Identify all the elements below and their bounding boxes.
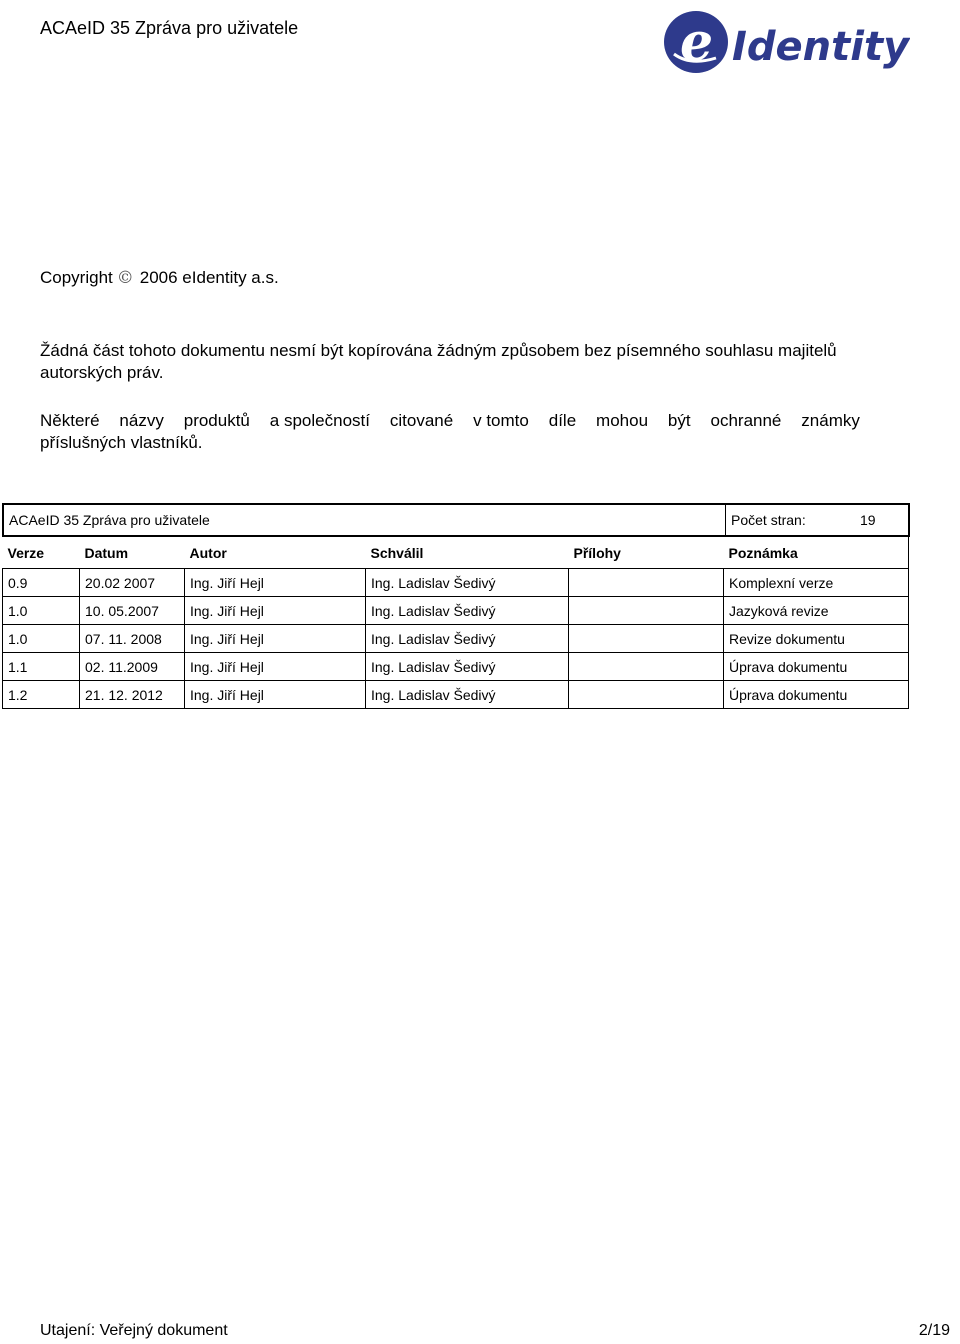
classification-footer: Utajení: Veřejný dokument bbox=[40, 1322, 228, 1339]
trademark-word: známky bbox=[801, 411, 860, 430]
table-cell bbox=[569, 681, 724, 709]
table-cell: Ing. Jiří Hejl bbox=[185, 625, 366, 653]
table-header-row bbox=[3, 537, 909, 569]
table-cell: Úprava dokumentu bbox=[724, 653, 909, 681]
copyright-prefix: Copyright bbox=[40, 268, 113, 287]
copyright-line bbox=[40, 268, 279, 288]
table-cell: Ing. Ladislav Šedivý bbox=[366, 681, 569, 709]
table-cell: 10. 05.2007 bbox=[80, 597, 185, 625]
table-cell: Ing. Ladislav Šedivý bbox=[366, 597, 569, 625]
trademark-paragraph bbox=[40, 410, 860, 454]
trademark-word: Některé bbox=[40, 411, 100, 430]
table-cell: 1.2 bbox=[3, 681, 80, 709]
eidentity-logo bbox=[660, 4, 910, 76]
table-title-row bbox=[2, 503, 910, 537]
trademark-word: citované bbox=[389, 411, 454, 430]
trademark-word: produktů bbox=[183, 411, 250, 430]
copy-restriction-paragraph: Žádná část tohoto dokumentu nesmí být kopírována žádným způsobem bez písemného souhlasu majitelů autorských práv. bbox=[40, 341, 837, 382]
column-header: Verze bbox=[3, 537, 80, 569]
table-cell: 07. 11. 2008 bbox=[80, 625, 185, 653]
history-table bbox=[2, 537, 909, 709]
table-cell: 1.0 bbox=[3, 597, 80, 625]
table-cell: Ing. Jiří Hejl bbox=[185, 653, 366, 681]
table-row bbox=[3, 653, 909, 681]
table-cell: 21. 12. 2012 bbox=[80, 681, 185, 709]
document-history-table bbox=[2, 503, 908, 709]
column-header: Schválil bbox=[366, 537, 569, 569]
table-row bbox=[3, 597, 909, 625]
table-cell: 02. 11.2009 bbox=[80, 653, 185, 681]
trademark-word: názvy bbox=[119, 411, 164, 430]
column-header: Datum bbox=[80, 537, 185, 569]
table-cell bbox=[569, 625, 724, 653]
svg-text:Identity: Identity bbox=[732, 24, 910, 70]
table-cell: 1.0 bbox=[3, 625, 80, 653]
copyright-text: 2006 eIdentity a.s. bbox=[139, 268, 279, 287]
table-cell bbox=[569, 569, 724, 597]
table-cell: Úprava dokumentu bbox=[724, 681, 909, 709]
column-header: Poznámka bbox=[724, 537, 909, 569]
copyright-symbol: © bbox=[116, 268, 134, 288]
trademark-word: díle bbox=[548, 411, 577, 430]
column-header: Autor bbox=[185, 537, 366, 569]
trademark-word: být bbox=[667, 411, 691, 430]
table-cell bbox=[569, 653, 724, 681]
table-row bbox=[3, 625, 909, 653]
table-cell: 0.9 bbox=[3, 569, 80, 597]
table-cell: Komplexní verze bbox=[724, 569, 909, 597]
column-header: Přílohy bbox=[569, 537, 724, 569]
document-header-title: ACAeID 35 Zpráva pro uživatele bbox=[40, 18, 299, 38]
page-count-value: 19 bbox=[860, 512, 876, 528]
trademark-paragraph-line1 bbox=[40, 410, 860, 432]
table-cell: Ing. Jiří Hejl bbox=[185, 569, 366, 597]
table-document-title: ACAeID 35 Zpráva pro uživatele bbox=[9, 512, 210, 528]
table-cell: 20.02 2007 bbox=[80, 569, 185, 597]
table-cell: Revize dokumentu bbox=[724, 625, 909, 653]
table-row bbox=[3, 681, 909, 709]
table-cell: Ing. Jiří Hejl bbox=[185, 681, 366, 709]
page-number: 2/19 bbox=[918, 1322, 950, 1339]
trademark-word: mohou bbox=[596, 411, 649, 430]
table-cell: Ing. Jiří Hejl bbox=[185, 597, 366, 625]
table-cell: 1.1 bbox=[3, 653, 80, 681]
table-cell bbox=[569, 597, 724, 625]
table-cell: Ing. Ladislav Šedivý bbox=[366, 569, 569, 597]
table-cell: Ing. Ladislav Šedivý bbox=[366, 625, 569, 653]
table-row bbox=[3, 569, 909, 597]
trademark-paragraph-line2: příslušných vlastníků. bbox=[40, 433, 203, 452]
trademark-word: v tomto bbox=[473, 411, 529, 430]
trademark-word: a společností bbox=[269, 411, 370, 430]
page-count-label: Počet stran: bbox=[731, 512, 806, 528]
trademark-word: ochranné bbox=[710, 411, 782, 430]
table-cell: Ing. Ladislav Šedivý bbox=[366, 653, 569, 681]
svg-text:e: e bbox=[680, 12, 714, 73]
table-cell: Jazyková revize bbox=[724, 597, 909, 625]
